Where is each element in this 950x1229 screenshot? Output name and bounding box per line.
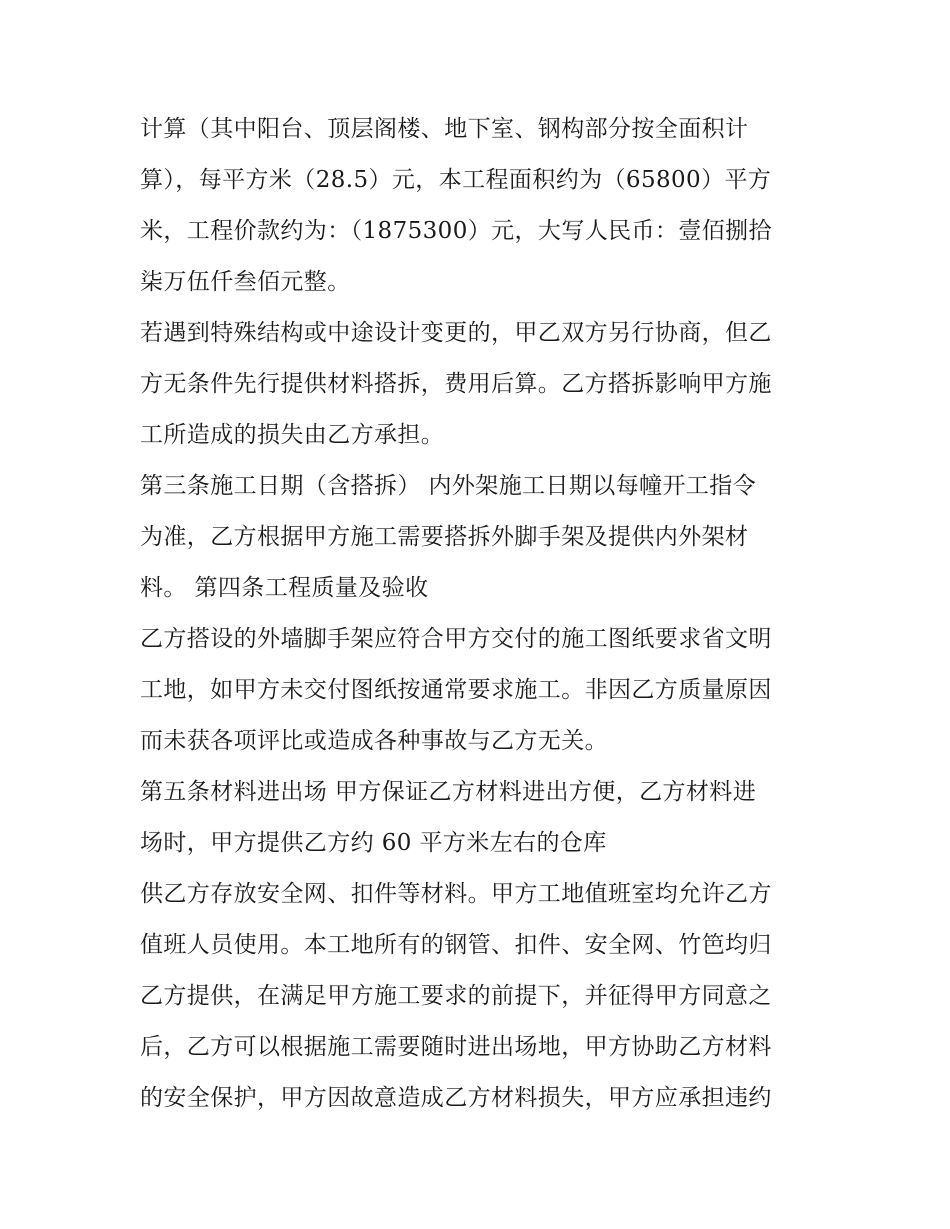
text-line: 工地，如甲方未交付图纸按通常要求施工。非因乙方质量原因 — [140, 677, 772, 703]
text-line: 若遇到特殊结构或中途设计变更的，甲乙双方另行协商，但乙 — [140, 320, 772, 346]
text-line: 为准，乙方根据甲方施工需要搭拆外脚手架及提供内外架材 — [140, 524, 749, 550]
text-line: 的安全保护，甲方因故意造成乙方材料损失，甲方应承担违约 — [140, 1085, 772, 1111]
paragraph-article-4 — [140, 614, 830, 767]
text-line: 供乙方存放安全网、扣件等材料。甲方工地值班室均允许乙方 — [140, 881, 772, 907]
paragraph-article-3 — [140, 461, 830, 614]
text-line: 米，工程价款约为：（1875300）元，大写人民币：壹佰捌拾 — [140, 218, 772, 244]
text-line: 值班人员使用。本工地所有的钢管、扣件、安全网、竹笆均归 — [140, 932, 772, 958]
paragraph-pricing — [140, 104, 830, 308]
text-line: 乙方提供，在满足甲方施工要求的前提下，并征得甲方同意之 — [140, 983, 772, 1009]
text-line: 计算（其中阳台、顶层阁楼、地下室、钢构部分按全面积计 — [140, 116, 749, 142]
text-line: 柒万伍仟叁佰元整。 — [140, 269, 351, 295]
text-line: 料。 第四条工程质量及验收 — [140, 575, 429, 601]
text-line: 后，乙方可以根据施工需要随时进出场地，甲方协助乙方材料 — [140, 1034, 772, 1060]
text-line: 工所造成的损失由乙方承担。 — [140, 422, 445, 448]
paragraph-article-5 — [140, 767, 830, 869]
paragraph-materials — [140, 869, 830, 1124]
text-line: 场时，甲方提供乙方约 60 平方米左右的仓库 — [140, 830, 607, 856]
text-line: 第五条材料进出场 甲方保证乙方材料进出方便，乙方材料进 — [140, 779, 757, 805]
text-line: 而未获各项评比或造成各种事故与乙方无关。 — [140, 728, 608, 754]
text-line: 乙方搭设的外墙脚手架应符合甲方交付的施工图纸要求省文明 — [140, 626, 772, 652]
document-body — [140, 104, 830, 1124]
text-line: 算），每平方米（28.5）元，本工程面积约为（65800）平方 — [140, 167, 772, 193]
text-line: 方无条件先行提供材料搭拆，费用后算。乙方搭拆影响甲方施 — [140, 371, 772, 397]
paragraph-design-change — [140, 308, 830, 461]
text-line: 第三条施工日期（含搭拆） 内外架施工日期以每幢开工指令 — [140, 473, 757, 499]
